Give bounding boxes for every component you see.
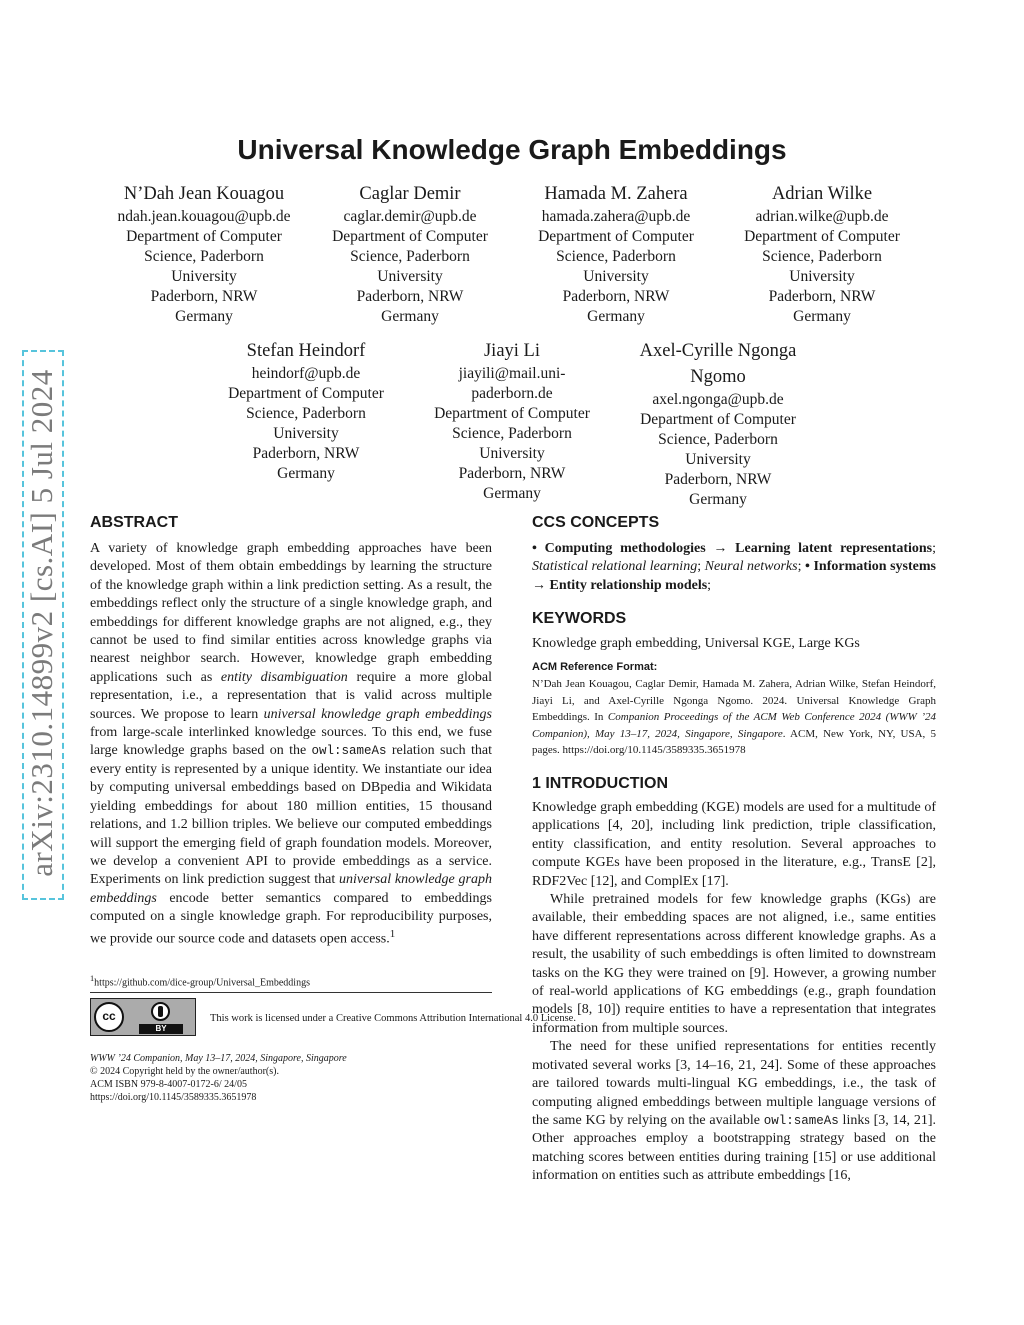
author-affiliation-line: Department of Computer (640, 411, 796, 428)
author-affiliation-line: Paderborn, NRW (562, 288, 670, 305)
intro-heading: 1 INTRODUCTION (532, 775, 668, 792)
footnote-marker: 1 (389, 927, 396, 940)
author-affiliation-line: Department of Computer (228, 385, 384, 402)
ccs-concept: • Information systems → Entity relationship models (532, 559, 936, 593)
author-affiliation-line: Germany (381, 308, 439, 325)
author-affiliation-line: Science, Paderborn (246, 405, 366, 422)
author-affiliation-line: Germany (175, 308, 233, 325)
author-affiliation-line: Germany (483, 485, 541, 502)
abstract-text: require a more global representation, i.e., a representation that is valid across multiple sources. We propose to learn (90, 669, 492, 722)
abstract-code: owl:sameAs (311, 744, 387, 759)
author-affiliation-line: Science, Paderborn (144, 248, 264, 265)
abstract-heading: ABSTRACT (90, 514, 178, 531)
intro-text: links [3, 14, 21]. Other approaches employ a bootstrapping strategy based on the matching scores between entities during training [15] or use additional information on entities such as attribute embeddings [16, (532, 1112, 936, 1184)
author-name: N’Dah Jean Kouagou (123, 184, 285, 204)
copyright-line: © 2024 Copyright held by the owner/author(s). (90, 1066, 279, 1077)
author-affiliation-line: Department of Computer (332, 228, 488, 245)
author-affiliation-line: Department of Computer (538, 228, 694, 245)
author-name: Axel-Cyrille Ngonga Ngomo (639, 341, 797, 387)
abstract-emphasis: universal knowledge graph embeddings (90, 872, 493, 906)
author-affiliation-line: Science, Paderborn (452, 425, 572, 442)
ccs-concept: Statistical relational learning (532, 559, 698, 575)
author-affiliation-line: University (479, 445, 545, 462)
intro-paragraph: While pretrained models for few knowledge graphs (KGs) are available, their embedding spaces are not aligned, i.e., same entities have different representations across different knowledge graphs. As a result, the usability of such embeddings is often limited to downstream tasks on the KG they were trained on [9]. However, a growing number of real-world applications of KG embeddings (e.g., graph foundation models [8, 10]) require entities to have a representation that integrates information from multiple sources. (532, 892, 936, 1036)
author-name: Caglar Demir (359, 184, 461, 204)
license-text: This work is licensed under a Creative Commons Attribution International 4.0 License. (210, 1013, 576, 1024)
keywords-body: Knowledge graph embedding, Universal KGE, Large KGs (532, 636, 860, 651)
intro-code: owl:sameAs (763, 1113, 839, 1128)
abstract-emphasis: universal knowledge graph embeddings (263, 706, 493, 722)
footer-rule (90, 992, 492, 993)
cc-icon: cc (94, 1002, 124, 1032)
author-affiliation-line: Science, Paderborn (658, 431, 778, 448)
paper-title: Universal Knowledge Graph Embeddings (237, 134, 787, 165)
ccs-heading: CCS CONCEPTS (532, 514, 660, 531)
acm-ref-text: . ACM, New York, NY, USA, 5 pages. https://doi.org/10.1145/3589335.3651978 (532, 727, 936, 757)
author-affiliation-line: Science, Paderborn (762, 248, 882, 265)
author-name: Jiayi Li (483, 341, 540, 361)
author-affiliation-line: Germany (587, 308, 645, 325)
footnote (90, 972, 310, 989)
author-affiliation-line: University (685, 451, 751, 468)
acm-ref-body (532, 676, 936, 759)
author-email: ndah.jean.kouagou@upb.de (117, 208, 291, 225)
arxiv-identifier: arXiv:2310.14899v2 [cs.AI] 5 Jul 2024 (24, 369, 59, 877)
author-affiliation-line: Department of Computer (744, 228, 900, 245)
ccs-concept: Neural networks (704, 559, 798, 575)
cc-by-badge[interactable] (90, 998, 196, 1036)
author-email: adrian.wilke@upb.de (755, 208, 889, 225)
abstract-emphasis: entity disambiguation (220, 669, 348, 685)
abstract-body (90, 540, 492, 949)
author-affiliation-line: Department of Computer (434, 405, 590, 422)
abstract-text: relation such that every entity is represented by a unique identity. We instantiate our idea by computing universal embeddings based on DBpedia and Wikidata yielding embeddings for about 180 million entities, 15 thousand relations, and 1.2 billion triples. We believe our computed embeddings will support the emerging field of graph foundation models. Moreover, we develop a convenient API to provide embeddings as a service. Experiments on link prediction suggest that (90, 743, 492, 888)
footnote-mark: 1 (90, 974, 95, 983)
author-affiliation-line: Germany (277, 465, 335, 482)
author-affiliation-line: Paderborn, NRW (458, 465, 566, 482)
author-email: axel.ngonga@upb.de (652, 391, 784, 408)
author-block (412, 338, 612, 504)
author-email: heindorf@upb.de (251, 365, 361, 382)
cc-by-label: BY (139, 1024, 183, 1034)
author-affiliation-line: Paderborn, NRW (664, 471, 772, 488)
author-affiliation-line: Germany (689, 491, 747, 508)
conference-info (90, 1052, 347, 1104)
author-name: Hamada M. Zahera (544, 184, 688, 204)
author-affiliation-line: Paderborn, NRW (150, 288, 258, 305)
arxiv-stamp (22, 350, 64, 900)
ccs-body (532, 540, 936, 595)
acm-ref-heading: ACM Reference Format: (532, 661, 658, 673)
abstract-text: encode better semantics compared to embeddings computed on a single knowledge graph. For reproducibility purposes, we provide our source code and datasets open access. (90, 890, 492, 947)
author-block (310, 181, 510, 327)
author-affiliation-line: University (171, 268, 237, 285)
ccs-separator: ; (797, 559, 806, 575)
intro-body (532, 799, 936, 1186)
acm-ref-text: N’Dah Jean Kouagou, Caglar Demir, Hamada M. Zahera, Adrian Wilke, Stefan Heindorf, Jiayi Li, and Axel-Cyrille Ngonga Ngomo. 2024. Universal Knowledge Graph Embeddings. In (532, 678, 936, 724)
abstract-text: from large-scale interlinked knowledge sources. To this end, we fuse large knowledge graphs based on the (90, 725, 492, 759)
isbn-line: ACM ISBN 979-8-4007-0172-6/ 24/05 (90, 1079, 247, 1090)
author-name: Adrian Wilke (771, 184, 873, 204)
doi-line[interactable]: https://doi.org/10.1145/3589335.3651978 (90, 1092, 257, 1103)
author-affiliation-line: University (789, 268, 855, 285)
author-name: Stefan Heindorf (246, 341, 366, 361)
author-block (206, 338, 406, 484)
author-affiliation-line: University (273, 425, 339, 442)
ccs-separator: ; (932, 541, 936, 556)
author-block (722, 181, 922, 327)
intro-paragraph: Knowledge graph embedding (KGE) models are used for a multitude of applications [4, 20], including link prediction, triple classification, entity classification, and entity resolution. Several approaches to compute KGEs have been proposed in the literature, e.g., TransE [2], RDF2Vec [12], and ComplEx [17]. (532, 800, 936, 889)
author-block (618, 338, 818, 510)
intro-paragraph (532, 1038, 936, 1185)
author-affiliation-line: Science, Paderborn (556, 248, 676, 265)
acm-ref-venue: Companion Proceedings of the ACM Web Conference 2024 (WWW ’24 Companion), May 13–17, 2024, Singapore, Singapore (532, 711, 936, 740)
author-affiliation-line: Science, Paderborn (350, 248, 470, 265)
author-email: jiayili@mail.uni- (458, 365, 566, 382)
author-affiliation-line: Paderborn, NRW (252, 445, 360, 462)
keywords-heading: KEYWORDS (532, 610, 627, 627)
author-affiliation-line: University (377, 268, 443, 285)
attribution-person-icon (151, 1002, 170, 1021)
intro-text: The need for these unified representations for entities recently motivated several works [3, 14–16, 21, 24]. Some of these approaches are tailored towards multi-lingual KG embeddings, i.e., the task of computing aligned embeddings between multiple language versions of the same KG by relying on the available (532, 1039, 936, 1128)
ccs-separator: ; (707, 577, 712, 593)
author-affiliation-line: University (583, 268, 649, 285)
author-affiliation-line: Paderborn, NRW (356, 288, 464, 305)
conference-venue: WWW ’24 Companion, May 13–17, 2024, Singapore, Singapore (90, 1053, 347, 1064)
author-email: hamada.zahera@upb.de (541, 208, 691, 225)
author-email: paderborn.de (471, 385, 553, 402)
author-email: caglar.demir@upb.de (343, 208, 477, 225)
ccs-concept: • Computing methodologies → Learning latent representations (532, 541, 933, 556)
author-affiliation-line: Paderborn, NRW (768, 288, 876, 305)
author-affiliation-line: Department of Computer (126, 228, 282, 245)
abstract-text: A variety of knowledge graph embedding approaches have been developed. Most of them obtain embeddings by learning the structure of the knowledge graph within a link prediction setting. As a result, the embeddings reflect only the structure of a single knowledge graph, and embeddings for different knowledge graphs are not aligned, e.g., they cannot be used to find similar entities across knowledge graphs via nearest neighbor search. However, knowledge graph embedding applications such as (90, 541, 492, 685)
ccs-separator: ; (697, 559, 705, 575)
author-block (104, 181, 304, 327)
footnote-link[interactable]: https://github.com/dice-group/Universal_Embeddings (94, 977, 310, 989)
author-affiliation-line: Germany (793, 308, 851, 325)
author-block (516, 181, 716, 327)
